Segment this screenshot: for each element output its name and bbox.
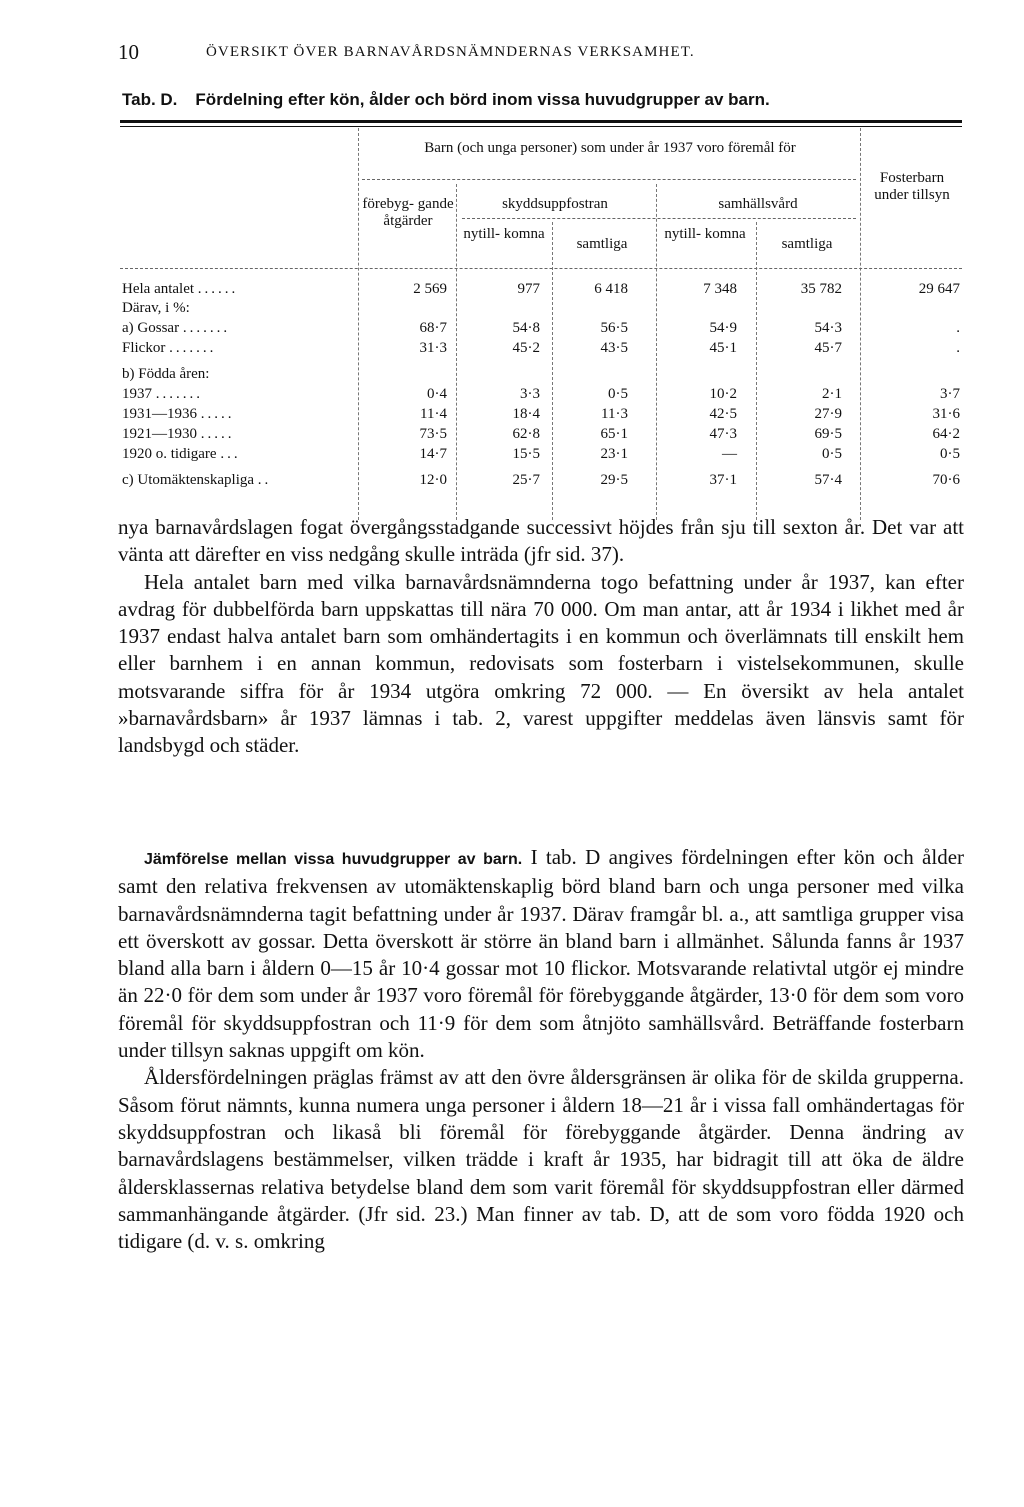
table-cell: 29 647 xyxy=(918,281,960,297)
table-cell: 31·6 xyxy=(932,406,960,422)
table-cell: 68·7 xyxy=(419,320,447,336)
row-label xyxy=(122,406,235,423)
paragraph: Åldersfördelningen präglas främst av att den övre åldersgränsen är olika för de skilda grupperna. Såsom förut nämnts, kunna numera unga personer i åldern 18—21 år i vissa fall omhändertagas för skyddsuppfostran och likaså bli föremål för förebyggande åtgärder. Denna ändring av barnavårdslagens bestämmelser, vilken trädde i kraft år 1935, har bidragit till att öka de äldre åldersklassernas relativa betydelse bland dem som varit föremål för skyddsuppfostran eller därmed sammanhängande åtgärder. (Jfr sid. 23.) Man finner av tab. D, att de som voro födda 1920 och tidigare (d. v. s. omkring xyxy=(118,1065,964,1254)
row-leader-dots: ....... xyxy=(169,340,217,356)
table-cell: 37·1 xyxy=(709,472,737,488)
row-label-text: b) Födda åren: xyxy=(122,366,210,382)
table-cell: 7 348 xyxy=(703,281,737,297)
table-cell: 45·7 xyxy=(814,340,842,356)
divider xyxy=(860,128,861,520)
row-label-text: Därav, i %: xyxy=(122,300,190,316)
header-skydd-nytillkomna: nytill- komna xyxy=(463,226,545,242)
header-samhallsvard: samhällsvård xyxy=(718,196,798,212)
table-cell: 54·9 xyxy=(709,320,737,336)
header-samhall-samtliga: samtliga xyxy=(781,236,833,252)
table-cell: 42·5 xyxy=(709,406,737,422)
row-leader-dots: ... xyxy=(220,446,241,462)
table-cell: 70·6 xyxy=(932,472,960,488)
table-top-rule xyxy=(120,120,962,123)
page-number: 10 xyxy=(118,40,139,64)
table-cell: 23·1 xyxy=(600,446,628,462)
row-label-text: 1920 o. tidigare xyxy=(122,446,217,462)
header-skydd-samtliga: samtliga xyxy=(576,236,628,252)
header-bottom-rule xyxy=(120,268,962,269)
section-heading: Jämförelse mellan vissa huvudgrupper av barn. xyxy=(144,851,523,868)
table-cell: 18·4 xyxy=(512,406,540,422)
row-leader-dots: ...... xyxy=(197,281,239,297)
table-cell: 73·5 xyxy=(419,426,447,442)
table-cell: 0·5 xyxy=(822,446,842,462)
table-cell: 43·5 xyxy=(600,340,628,356)
divider xyxy=(756,222,757,520)
header-fosterbarn: Fosterbarn under tillsyn xyxy=(874,170,950,203)
row-label-text: 1921—1930 xyxy=(122,426,197,442)
row-label xyxy=(122,281,238,298)
header-rule xyxy=(462,218,856,219)
table-cell: 3·7 xyxy=(940,386,960,402)
row-label-text: Hela antalet xyxy=(122,281,195,297)
table-cell: . xyxy=(956,320,960,336)
table-cell: 3·3 xyxy=(520,386,540,402)
table-cell: 27·9 xyxy=(814,406,842,422)
table-cell: 0·5 xyxy=(940,446,960,462)
table-cell: 64·2 xyxy=(932,426,960,442)
table-cell: 54·3 xyxy=(814,320,842,336)
table-cell: 62·8 xyxy=(512,426,540,442)
table-cell: 35 782 xyxy=(800,281,842,297)
table-cell: 45·1 xyxy=(709,340,737,356)
divider xyxy=(456,184,457,520)
row-label xyxy=(122,426,235,443)
header-forebyggande: förebyg- gande åtgärder xyxy=(362,196,454,229)
row-label xyxy=(122,446,241,463)
table-cell: 0·4 xyxy=(427,386,447,402)
row-label-text: a) Gossar xyxy=(122,320,180,336)
header-samhall-nytillkomna: nytill- komna xyxy=(664,226,746,242)
row-label-text: 1931—1936 xyxy=(122,406,197,422)
row-label-text: Flickor xyxy=(122,340,166,356)
row-label xyxy=(122,472,271,489)
table-cell: 14·7 xyxy=(419,446,447,462)
table-cell: 25·7 xyxy=(512,472,540,488)
table-cell: 12·0 xyxy=(419,472,447,488)
table-cell: — xyxy=(722,446,737,462)
row-label xyxy=(122,366,209,383)
body-text-section xyxy=(118,844,964,1255)
paragraph xyxy=(118,844,964,1064)
table-cell: 11·4 xyxy=(420,406,447,422)
row-label-text: c) Utomäktenskapliga xyxy=(122,472,255,488)
table-cell: 0·5 xyxy=(608,386,628,402)
row-label-text: 1937 xyxy=(122,386,152,402)
table-cell: 31·3 xyxy=(419,340,447,356)
divider xyxy=(358,128,359,520)
row-label xyxy=(122,320,230,337)
body-text xyxy=(118,514,964,760)
table-cell: 65·1 xyxy=(600,426,628,442)
table-cell: 15·5 xyxy=(512,446,540,462)
row-label xyxy=(122,386,203,403)
table-cell: 29·5 xyxy=(600,472,628,488)
header-group-main: Barn (och unga personer) som under år 1937 voro föremål för xyxy=(424,140,796,156)
row-leader-dots: ....... xyxy=(182,320,231,336)
table-cell: 47·3 xyxy=(709,426,737,442)
header-rule xyxy=(362,179,856,180)
table-cell: 977 xyxy=(517,281,540,297)
row-leader-dots: .. xyxy=(257,472,272,488)
table-cell: 6 418 xyxy=(594,281,628,297)
table-title xyxy=(122,90,770,110)
table-cell: 2·1 xyxy=(822,386,842,402)
row-leader-dots: ..... xyxy=(200,406,235,422)
table-caption: Fördelning efter kön, ålder och börd inom vissa huvudgrupper av barn. xyxy=(195,90,770,109)
header-skyddsuppfostran: skyddsuppfostran xyxy=(502,196,608,212)
table-cell: 54·8 xyxy=(512,320,540,336)
table-cell: 2 569 xyxy=(413,281,447,297)
table-label: Tab. D. xyxy=(122,90,178,109)
table-cell: 45·2 xyxy=(512,340,540,356)
table-cell: 56·5 xyxy=(600,320,628,336)
running-head-title: ÖVERSIKT ÖVER BARNAVÅRDSNÄMNDERNAS VERKSAMHET. xyxy=(206,44,695,60)
table-cell: 57·4 xyxy=(814,472,842,488)
table-cell: 11·3 xyxy=(601,406,628,422)
table-top-rule-thin xyxy=(120,126,962,127)
row-leader-dots: ..... xyxy=(200,426,235,442)
paragraph: nya barnavårdslagen fogat övergångsstadgande successivt höjdes från sju till sexton år. Det var att vänta att därefter en viss nedgång skulle inträda (jfr sid. 37). xyxy=(118,515,964,567)
row-leader-dots: ....... xyxy=(155,386,203,402)
table-cell: . xyxy=(956,340,960,356)
paragraph-text: I tab. D angives fördelningen efter kön och ålder samt den relativa frekvensen av utomäktenskaplig börd bland barn och unga personer med vilka barnavårdsnämnderna tagit befattning under år 1937. Därav framgår bl. a., att samtliga grupper visa ett överskott av gossar. Detta överskott är större än bland barn i allmänhet. Sålunda fanns år 1937 bland alla barn i åldern 0—15 år 10·4 gossar mot 10 flickor. Motsvarande relativtal utgör ej mindre än 22·0 för dem som under år 1937 voro föremål för förebyggande åtgärder, 13·0 för dem som voro föremål för skyddsuppfostran och 11·9 för dem som åtnjöto samhällsvård. Beträffande fosterbarn under tillsyn saknas uppgift om kön. xyxy=(118,845,965,1063)
table-cell: 69·5 xyxy=(814,426,842,442)
table-cell: 10·2 xyxy=(709,386,737,402)
row-label xyxy=(122,340,216,357)
row-label xyxy=(122,300,190,317)
paragraph: Hela antalet barn med vilka barnavårdsnämnderna togo befattning under år 1937, kan efter avdrag för dubbelförda barn uppskattas till nära 70 000. Om man antar, att år 1934 i likhet med år 1937 endast halva antalet barn som omhändertagits i en kommun och överlämnats till enskilt hem eller barnhem i en annan kommun, redovisats som fosterbarn i vistelsekommunen, skulle motsvarande siffra för år 1934 utgöra omkring 72 000. — En översikt av hela antalet »barnavårdsbarn» år 1937 lämnas i tab. 2, varest uppgifter meddelas även länsvis samt för landsbygd och städer. xyxy=(118,569,964,758)
